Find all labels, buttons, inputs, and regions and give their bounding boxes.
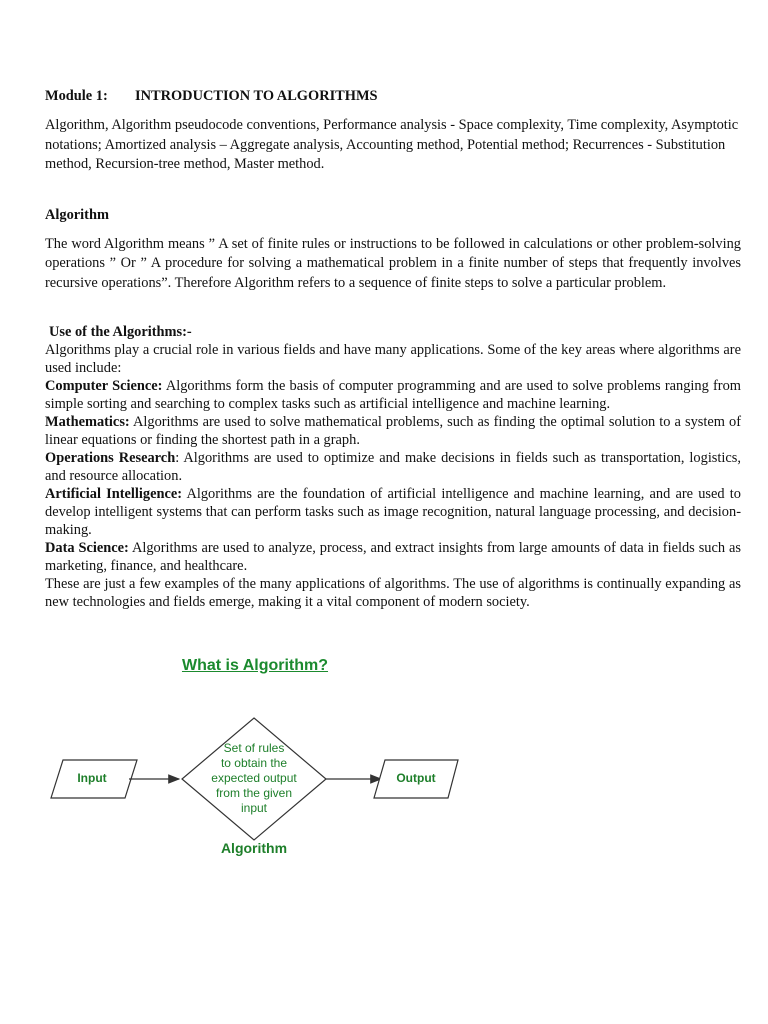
rules-text <box>200 741 308 816</box>
rules-line: expected output <box>211 771 297 785</box>
diagram-caption: Algorithm <box>220 840 288 856</box>
module-heading <box>45 86 741 106</box>
syllabus-paragraph: Algorithm, Algorithm pseudocode conventions, Performance analysis - Space complexity, Time complexity, Asymptotic notations; Amortized analysis – Aggregate analysis, Accounting method, Potential method; Recurrences - Substitution method, Recursion-tree method, Master method. <box>45 117 739 172</box>
use-term: Artificial Intelligence: <box>45 486 183 502</box>
use-term: Mathematics: <box>45 414 130 430</box>
use-text: Algorithms are used to solve mathematical problems, such as finding the optimal solution to a system of linear equations or finding the shortest path in a graph. <box>45 414 741 448</box>
algorithm-definition: The word Algorithm means ” A set of finite rules or instructions to be followed in calculations or other problem-solving operations ” Or ” A procedure for solving a mathematical problem in a finite number of steps that frequently involves recursive operations”. Therefore Algorithm refers to a sequence of finite steps to solve a particular problem. <box>45 235 741 291</box>
use-term: Computer Science: <box>45 378 163 394</box>
module-title: INTRODUCTION TO ALGORITHMS <box>135 88 378 104</box>
output-label: Output <box>396 771 436 785</box>
uses-section <box>45 323 741 611</box>
use-text: Algorithms are used to analyze, process, and extract insights from large amounts of data in fields such as marketing, finance, and healthcare. <box>45 540 741 574</box>
use-item-mathematics <box>45 413 741 449</box>
use-item-artificial-intelligence <box>45 485 741 539</box>
uses-intro: Algorithms play a crucial role in various fields and have many applications. Some of the key areas where algorithms are used include: <box>45 342 741 376</box>
use-text: Algorithms are the foundation of artificial intelligence and machine learning, and are used to develop intelligent systems that can perform tasks such as image recognition, natural language processing, and decision-making. <box>45 486 741 538</box>
algorithm-heading: Algorithm <box>45 206 109 223</box>
diagram-title: What is Algorithm? <box>181 657 329 674</box>
rules-line: Set of rules <box>223 741 285 755</box>
use-text: Algorithms form the basis of computer programming and are used to solve problems ranging from simple sorting and searching to complex tasks such as artificial intelligence and machine learning. <box>45 378 741 412</box>
rules-line: input <box>240 801 268 815</box>
use-term: Data Science: <box>45 540 129 556</box>
document-page <box>45 86 741 611</box>
rules-line: from the given <box>215 786 293 800</box>
algorithm-diagram <box>45 650 475 865</box>
use-item-operations-research <box>45 449 741 485</box>
use-item-computer-science <box>45 377 741 413</box>
rules-line: to obtain the <box>220 756 288 770</box>
use-item-data-science <box>45 539 741 575</box>
module-number: Module 1: <box>45 88 108 104</box>
use-text: : Algorithms are used to optimize and make decisions in fields such as transportation, logistics, and resource allocation. <box>45 450 741 484</box>
use-term: Operations Research <box>45 450 176 466</box>
uses-closing: These are just a few examples of the many applications of algorithms. The use of algorithms is continually expanding as new technologies and fields emerge, making it a vital component of modern society. <box>45 576 741 610</box>
uses-heading: Use of the Algorithms:- <box>49 324 192 340</box>
input-label: Input <box>77 771 107 785</box>
